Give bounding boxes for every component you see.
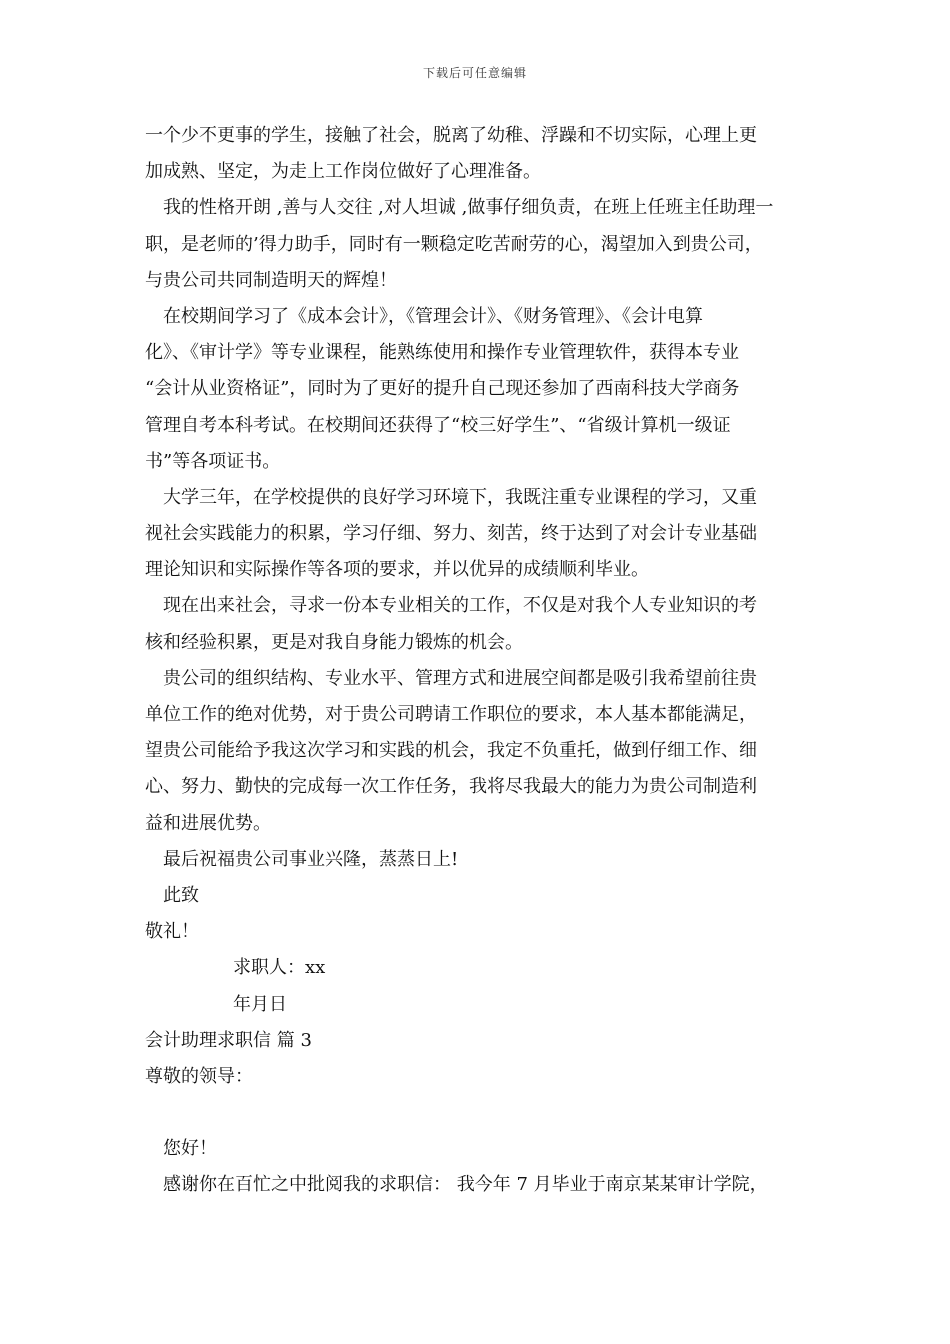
- text-line: 管理自考本科考试。在校期间还获得了“校三好学生”、“省级计算机一级证: [145, 414, 731, 436]
- text-line: 现在出来社会，寻求一份本专业相关的工作，不仅是对我个人专业知识的考: [163, 595, 757, 617]
- text-line: 加成熟、坚定，为走上工作岗位做好了心理准备。: [145, 161, 541, 183]
- greeting-recipient: 尊敬的领导：: [145, 1065, 253, 1087]
- text-line: 与贵公司共同制造明天的辉煌！: [145, 269, 397, 291]
- text-line: 望贵公司能给予我这次学习和实践的机会，我定不负重托，做到仔细工作、细: [145, 740, 757, 762]
- blank-line: [145, 1095, 815, 1131]
- text-line: 贵公司的组织结构、专业水平、管理方式和进展空间都是吸引我希望前往贵: [163, 667, 757, 689]
- signature-applicant: 求职人：xx: [233, 957, 326, 979]
- salutation-jing-li: 敬礼！: [145, 921, 199, 943]
- signature-date: 年月日: [233, 993, 287, 1015]
- page-header-note: 下载后可任意编辑: [422, 66, 527, 80]
- text-line: 理论知识和实际操作等各项的要求，并以优异的成绩顺利毕业。: [145, 559, 649, 581]
- text-line: 书”等各项证书。: [145, 450, 281, 472]
- text-line: 核和经验积累，更是对我自身能力锻炼的机会。: [145, 631, 523, 653]
- section-title: 会计助理求职信 篇 3: [145, 1029, 312, 1051]
- text-line: 感谢你在百忙之中批阅我的求职信： 我今年 7 月毕业于南京某某审计学院，: [163, 1174, 768, 1196]
- letter-body: [145, 118, 815, 1204]
- text-line: 一个少不更事的学生，接触了社会，脱离了幼稚、浮躁和不切实际，心理上更: [145, 125, 757, 146]
- text-line: 在校期间学习了《成本会计》，《管理会计》、《财务管理》、《会计电算: [163, 305, 703, 327]
- text-line: 单位工作的绝对优势，对于贵公司聘请工作职位的要求，本人基本都能满足，: [145, 704, 757, 725]
- text-line: 大学三年，在学校提供的良好学习环境下，我既注重专业课程的学习，又重: [163, 486, 757, 508]
- text-line: “会计从业资格证”，同时为了更好的提升自己现还参加了西南科技大学商务: [145, 378, 740, 400]
- salutation-ci-zhi: 此致: [163, 884, 199, 906]
- text-line: 视社会实践能力的积累，学习仔细、努力、刻苦，终于达到了对会计专业基础: [145, 523, 757, 545]
- text-line: 职，是老师的’得力助手，同时有一颗稳定吃苦耐劳的心，渴望加入到贵公司，: [145, 233, 763, 255]
- text-line: 益和进展优势。: [145, 812, 271, 834]
- greeting-hello: 您好！: [163, 1138, 217, 1160]
- text-line: 我的性格开朗 ,善与人交往 ,对人坦诚 ,做事仔细负责，在班上任班主任助理一: [163, 197, 774, 219]
- closing-wish: 最后祝福贵公司事业兴隆，蒸蒸日上!: [163, 848, 459, 870]
- text-line: 化》、《审计学》等专业课程，能熟练使用和操作专业管理软件，获得本专业: [145, 342, 739, 364]
- text-line: 心、努力、勤快的完成每一次工作任务，我将尽我最大的能力为贵公司制造利: [145, 776, 757, 798]
